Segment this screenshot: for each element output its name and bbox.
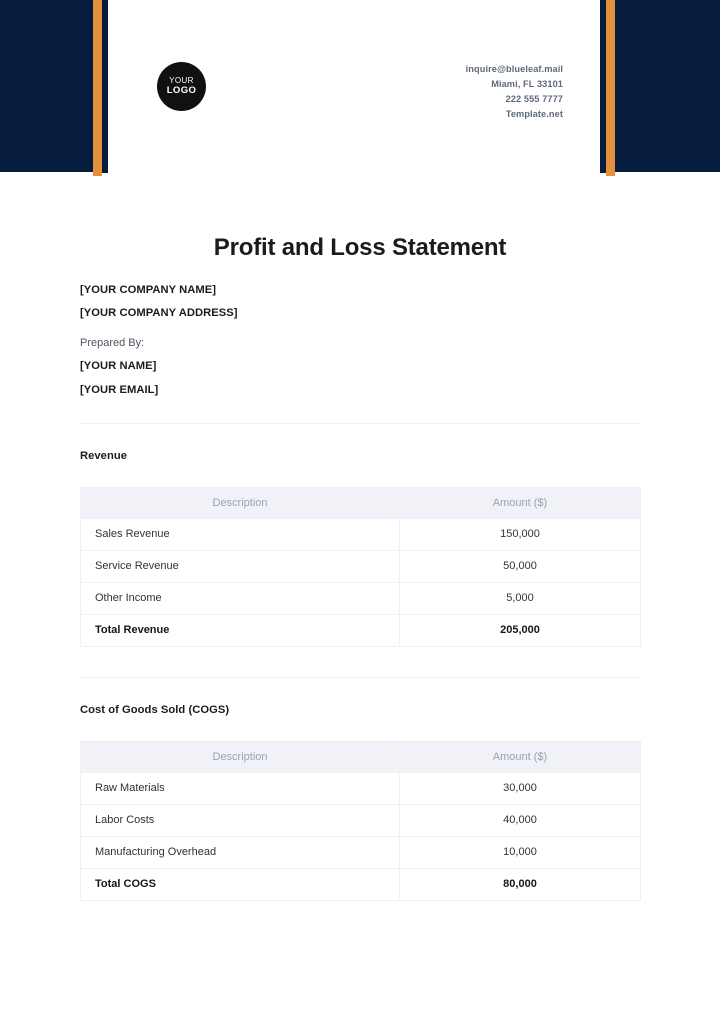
column-header: Amount ($) — [400, 741, 641, 772]
logo-line-1: YOUR — [169, 76, 194, 86]
section-heading: Cost of Goods Sold (COGS) — [80, 703, 230, 716]
cell-description: Sales Revenue — [81, 518, 400, 550]
table-row — [81, 804, 641, 836]
prepared-by-label: Prepared By: — [80, 337, 145, 350]
contact-address: Miami, FL 33101 — [491, 78, 563, 89]
company-address: [YOUR COMPANY ADDRESS] — [80, 307, 238, 320]
table-total-row — [81, 868, 641, 900]
financial-table — [80, 487, 641, 647]
cell-amount: 50,000 — [400, 550, 641, 582]
cell-amount: 40,000 — [400, 804, 641, 836]
section-divider-1 — [80, 423, 640, 424]
cell-description: Total COGS — [81, 868, 400, 900]
financial-sections — [0, 450, 720, 901]
table-header-row — [81, 741, 641, 772]
cell-description: Manufacturing Overhead — [81, 836, 400, 868]
logo-line-2: LOGO — [166, 84, 197, 96]
cell-description: Labor Costs — [81, 804, 400, 836]
column-header: Description — [81, 741, 400, 772]
page-title: Profit and Loss Statement — [213, 234, 507, 261]
table-total-row — [81, 614, 641, 646]
preparer-name: [YOUR NAME] — [80, 360, 157, 373]
cell-amount: 205,000 — [400, 614, 641, 646]
header-band-right-orange — [606, 0, 615, 176]
header-band-left-orange — [93, 0, 102, 176]
header-band-right-navy — [615, 0, 720, 172]
company-logo — [157, 62, 206, 111]
cell-amount: 150,000 — [400, 518, 641, 550]
preparer-email: [YOUR EMAIL] — [80, 383, 159, 396]
table-row — [81, 772, 641, 804]
company-name: [YOUR COMPANY NAME] — [80, 284, 217, 296]
document-body — [0, 176, 720, 901]
table-header-row — [81, 487, 641, 518]
section-heading: Revenue — [80, 449, 127, 462]
cell-description: Service Revenue — [81, 550, 400, 582]
cell-amount: 30,000 — [400, 772, 641, 804]
column-header: Amount ($) — [400, 487, 641, 518]
cell-amount: 5,000 — [400, 582, 641, 614]
cell-amount: 80,000 — [400, 868, 641, 900]
header-band-left-sliver — [102, 0, 108, 173]
contact-block — [466, 62, 563, 122]
document-header — [0, 0, 720, 176]
financial-table — [80, 741, 641, 901]
contact-website: Template.net — [505, 108, 563, 119]
contact-email: inquire@blueleaf.mail — [465, 64, 563, 74]
contact-phone: 222 555 7777 — [505, 93, 563, 104]
table-row — [81, 550, 641, 582]
section-divider-2 — [80, 677, 640, 678]
column-header: Description — [81, 487, 400, 518]
table-row — [81, 582, 641, 614]
cell-description: Raw Materials — [81, 772, 400, 804]
cell-description: Other Income — [81, 582, 400, 614]
table-row — [81, 836, 641, 868]
cell-amount: 10,000 — [400, 836, 641, 868]
table-row — [81, 518, 641, 550]
document-meta — [80, 285, 720, 396]
header-band-left-navy — [0, 0, 93, 172]
cell-description: Total Revenue — [81, 614, 400, 646]
